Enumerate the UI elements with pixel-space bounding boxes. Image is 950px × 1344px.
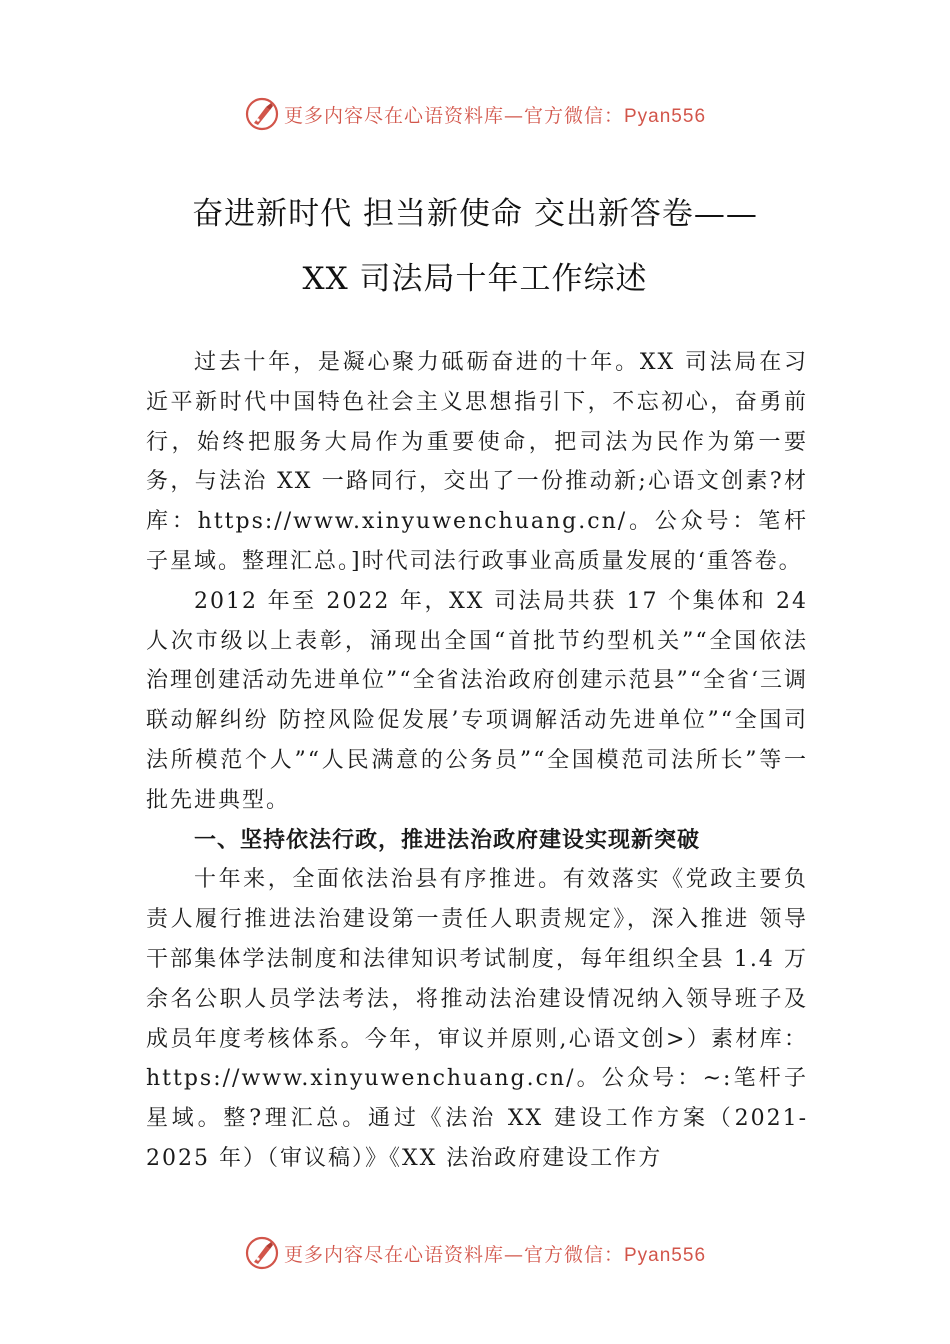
- paragraph-rule-of-law: 十年来，全面依法治县有序推进。有效落实《党政主要负责人履行推进法治建设第一责任人职责规定》，深入推进 领导干部集体学法制度和法律知识考试制度，每年组织全县 1.4 万余名公职人员学法考法，将推动法治建设情况纳入领导班子及成员年度考核体系。今年，审议并原则,心语文创>）素材库：https://www.xinyuwenchuang.cn/。公众号：~:笔杆子星域。整?理汇总。通过《法治 XX 建设工作方案（2021-2025 年）（审议稿）》《XX 法治政府建设工作方: [146, 867, 808, 1171]
- watermark-banner-top: [0, 94, 950, 134]
- pen-nib-logo-icon: [244, 96, 280, 132]
- document-title-line-2: XX 司法局十年工作综述: [302, 261, 648, 297]
- watermark-text: 更多内容尽在心语资料库—官方微信：Pyan556: [283, 104, 707, 127]
- pen-nib-logo-icon: [244, 1235, 280, 1271]
- section-heading-1: 一、坚持依法行政，推进法治政府建设实现新突破: [194, 827, 701, 853]
- document-body: [146, 343, 808, 1179]
- watermark-text: 更多内容尽在心语资料库—官方微信：Pyan556: [283, 1243, 707, 1266]
- paragraph-intro: 过去十年，是凝心聚力砥砺奋进的十年。XX 司法局在习近平新时代中国特色社会主义思想指引下，不忘初心，奋勇前行，始终把服务大局作为重要使命，把司法为民作为第一要务，与法治 XX 一路同行，交出了一份推动新;心语文创素?材库：https://www.xinyuwenchuang.cn/。公众号：笔杆子星域。整理汇总。]时代司法行政事业高质量发展的‘重答卷。: [146, 350, 808, 574]
- watermark-banner-bottom: [0, 1233, 950, 1273]
- document-title-line-1: 奋进新时代 担当新使命 交出新答卷——: [192, 196, 758, 232]
- paragraph-honors: 2012 年至 2022 年，XX 司法局共获 17 个集体和 24 人次市级以上表彰，涌现出全国“首批节约型机关”“全国依法治理创建活动先进单位”“全省法治政府创建示范县”“全省‘三调联动解纠纷 防控风险促发展’专项调解活动先进单位”“全国司法所模范个人”“人民满意的公务员”“全国模范司法所长”等一批先进典型。: [146, 588, 808, 813]
